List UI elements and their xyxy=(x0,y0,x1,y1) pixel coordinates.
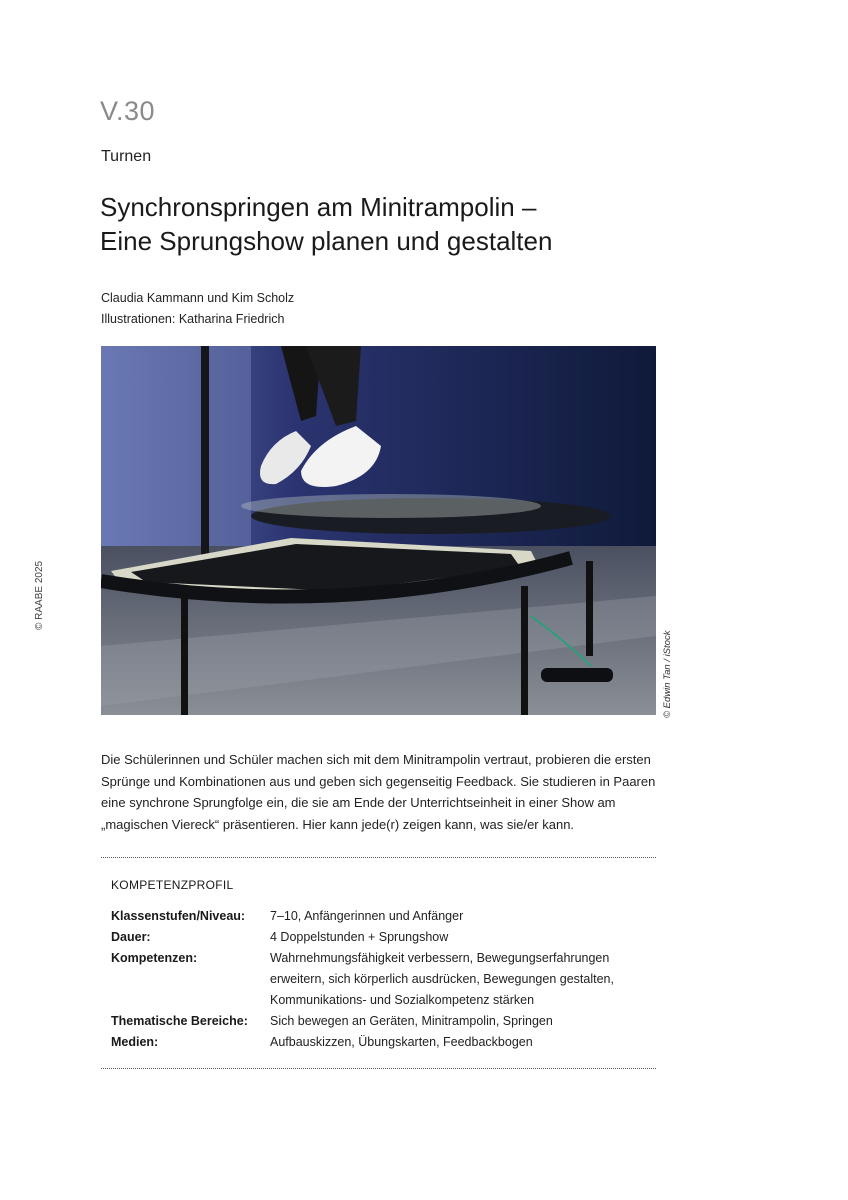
side-copyright: © RAABE 2025 xyxy=(34,560,45,630)
subject-label: Turnen xyxy=(101,148,152,165)
trampoline-photo xyxy=(101,346,656,715)
volume-number: V.30 xyxy=(100,96,156,126)
row-label: Thematische Bereiche: xyxy=(111,1014,248,1028)
table-row xyxy=(111,948,651,1011)
row-value: Wahrnehmungsfähigkeit verbessern, Bewegungserfahrungen erweitern, sich körperlich ausdrücken, Bewegungen gestalten, Kommunikations- und Sozialkompetenz stärken xyxy=(270,951,614,1007)
row-label: Medien: xyxy=(111,1035,159,1049)
row-label: Dauer: xyxy=(111,930,151,944)
dotted-divider-top xyxy=(101,857,656,858)
row-value: Aufbauskizzen, Übungskarten, Feedbackbogen xyxy=(270,1035,533,1049)
row-value: 4 Doppelstunden + Sprungshow xyxy=(270,930,449,944)
author-block xyxy=(101,288,294,330)
intro-paragraph: Die Schülerinnen und Schüler machen sich mit dem Minitrampolin vertraut, probieren die ersten Sprünge und Kombinationen aus und geben sich gegenseitig Feedback. Sie studieren in Paaren eine synchrone Sprungfolge ein, die sie am Ende der Unterrichtseinheit in einer Show am „magischen Viereck“ präsentieren. Hier kann jede(r) zeigen kann, was sie/er kann. xyxy=(101,752,656,832)
illustrator: Illustrationen: Katharina Friedrich xyxy=(101,312,285,326)
authors: Claudia Kammann und Kim Scholz xyxy=(101,291,295,305)
table-row xyxy=(111,906,651,927)
table-row xyxy=(111,1011,651,1032)
page-title xyxy=(100,190,552,258)
row-value: 7–10, Anfängerinnen und Anfänger xyxy=(270,909,464,923)
photo-credit: © Edwin Tan / iStock xyxy=(662,630,673,718)
row-value: Sich bewegen an Geräten, Minitrampolin, Springen xyxy=(270,1014,553,1028)
row-label: Kompetenzen: xyxy=(111,951,198,965)
table-row xyxy=(111,1032,651,1053)
kompetenzprofil-table xyxy=(111,906,651,1053)
title-line-1: Synchronspringen am Minitrampolin – xyxy=(100,192,537,222)
table-row xyxy=(111,927,651,948)
kompetenzprofil-heading: KOMPETENZPROFIL xyxy=(111,878,234,892)
dotted-divider-bottom xyxy=(101,1068,656,1069)
row-label: Klassenstufen/Niveau: xyxy=(111,909,246,923)
title-line-2: Eine Sprungshow planen und gestalten xyxy=(100,226,553,256)
